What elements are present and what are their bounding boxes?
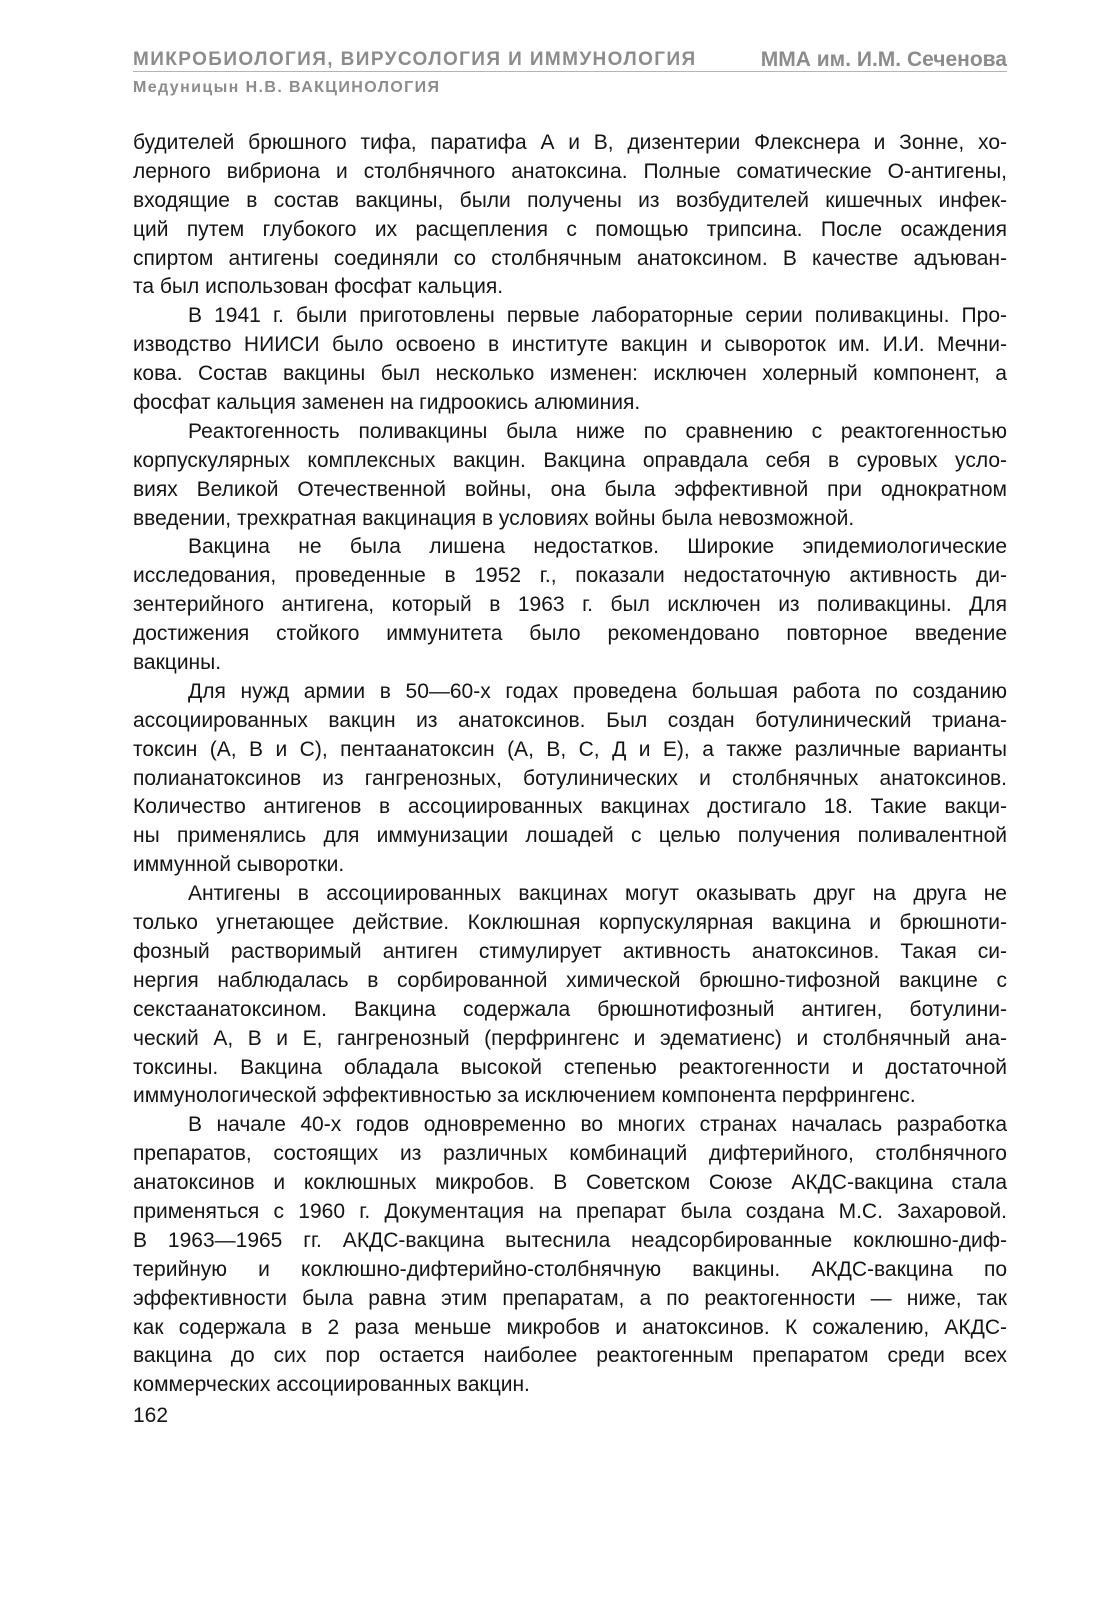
- text-line: терийную и коклюшно-дифтерийно-столбнячную вакцины. АКДС-вакцина по: [133, 1257, 1007, 1281]
- text-line: виях Великой Отечественной войны, она была эффективной при однократном: [133, 477, 1007, 501]
- text-line: Реактогенность поливакцины была ниже по сравнению с реактогенностью: [188, 419, 1007, 443]
- text-line: анатоксинов и коклюшных микробов. В Советском Союзе АКДС-вакцина стала: [133, 1171, 1007, 1195]
- body-text: [133, 129, 1007, 1400]
- paragraph: [133, 1111, 1007, 1400]
- text-line: иммунной сыворотки.: [133, 853, 345, 877]
- text-line: вакцины.: [133, 651, 222, 675]
- text-line: ны применялись для иммунизации лошадей с целью получения поливалентной: [133, 824, 1007, 848]
- text-line: вакцина до сих пор остается наиболее реактогенным препаратом среди всех: [133, 1344, 1007, 1368]
- text-line: нергия наблюдалась в сорбированной химической брюшно-тифозной вакцине с: [133, 968, 1007, 992]
- text-line: достижения стойкого иммунитета было рекомендовано повторное введение: [133, 622, 1007, 646]
- paragraph: [133, 129, 1007, 302]
- page-number: 162: [133, 1404, 169, 1427]
- header-book-title: Медуницын Н.В. ВАКЦИНОЛОГИЯ: [133, 79, 441, 96]
- paragraph: [133, 302, 1007, 418]
- text-line: препаратов, состоящих из различных комбинаций дифтерийного, столбнячного: [133, 1142, 1007, 1166]
- header-course-title: МИКРОБИОЛОГИЯ, ВИРУСОЛОГИЯ И ИММУНОЛОГИЯ: [133, 49, 697, 70]
- text-line: лерного вибриона и столбнячного анатоксина. Полные соматические О-антигены,: [133, 159, 1007, 183]
- text-line: полианатоксинов из гангренозных, ботулинических и столбнячных анатоксинов.: [133, 766, 1007, 790]
- text-line: зентерийного антигена, который в 1963 г. был исключен из поливакцины. Для: [133, 593, 1007, 617]
- text-line: токсин (А, В и С), пентаанатоксин (А, В, С, Д и Е), а также различные варианты: [133, 737, 1007, 761]
- text-line: иммунологической эффективностью за исключением компонента перфрингенс.: [133, 1084, 916, 1108]
- text-line: Для нужд армии в 50—60-х годах проведена большая работа по созданию: [188, 679, 1007, 703]
- paragraph: [133, 418, 1007, 534]
- text-line: ассоциированных вакцин из анатоксинов. Был создан ботулинический триана-: [133, 708, 1007, 732]
- text-line: как содержала в 2 раза меньше микробов и анатоксинов. К сожалению, АКДС-: [133, 1315, 1007, 1339]
- text-line: Антигены в ассоциированных вакцинах могут оказывать друг на друга не: [188, 882, 1007, 906]
- text-line: В 1963—1965 гг. АКДС-вакцина вытеснила неадсорбированные коклюшно-диф-: [133, 1228, 1007, 1252]
- text-line: только угнетающее действие. Коклюшная корпускулярная вакцина и брюшноти-: [133, 911, 1007, 935]
- text-line: спиртом антигены соединяли со столбнячным анатоксином. В качестве адъюван-: [133, 246, 1007, 270]
- paragraph: [133, 533, 1007, 677]
- text-line: исследования, проведенные в 1952 г., показали недостаточную активность ди-: [133, 564, 1007, 588]
- text-line: Количество антигенов в ассоциированных вакцинах достигало 18. Такие вакци-: [133, 795, 1007, 819]
- text-line: та был использован фосфат кальция.: [133, 275, 504, 299]
- header-rule: [133, 71, 1007, 72]
- text-line: токсины. Вакцина обладала высокой степенью реактогенности и достаточной: [133, 1055, 1007, 1079]
- text-line: В 1941 г. были приготовлены первые лабораторные серии поливакцины. Про-: [188, 304, 1007, 328]
- text-line: фосфат кальция заменен на гидроокись алюминия.: [133, 391, 641, 415]
- text-line: секстаанатоксином. Вакцина содержала брюшнотифозный антиген, ботулини-: [133, 997, 1007, 1021]
- text-line: входящие в состав вакцины, были получены из возбудителей кишечных инфек-: [133, 188, 1007, 212]
- paragraph: [133, 880, 1007, 1111]
- text-line: фозный растворимый антиген стимулирует активность анатоксинов. Такая си-: [133, 939, 1007, 963]
- text-line: коммерческих ассоциированных вакцин.: [133, 1373, 530, 1397]
- header-institution: ММА им. И.М. Сеченова: [760, 48, 1007, 71]
- text-line: Вакцина не была лишена недостатков. Широкие эпидемиологические: [188, 535, 1007, 559]
- text-line: ческий А, В и Е, гангренозный (перфрингенс и эдематиенс) и столбнячный ана-: [133, 1026, 1007, 1050]
- text-line: кова. Состав вакцины был несколько изменен: исключен холерный компонент, а: [133, 362, 1007, 386]
- text-line: В начале 40-х годов одновременно во многих странах началась разработка: [188, 1113, 1007, 1137]
- text-line: изводство НИИСИ было освоено в институте вакцин и сывороток им. И.И. Мечни-: [133, 333, 1007, 357]
- text-line: применяться с 1960 г. Документация на препарат была создана М.С. Захаровой.: [133, 1199, 1007, 1223]
- text-line: корпускулярных комплексных вакцин. Вакцина оправдала себя в суровых усло-: [133, 448, 1007, 472]
- paragraph: [133, 678, 1007, 880]
- text-line: эффективности была равна этим препаратам, а по реактогенности — ниже, так: [133, 1286, 1007, 1310]
- text-line: будителей брюшного тифа, паратифа А и В, дизентерии Флекснера и Зонне, хо-: [133, 131, 1007, 154]
- text-line: введении, трехкратная вакцинация в условиях войны была невозможной.: [133, 506, 855, 530]
- text-line: ций путем глубокого их расщепления с помощью трипсина. После осаждения: [133, 217, 1007, 241]
